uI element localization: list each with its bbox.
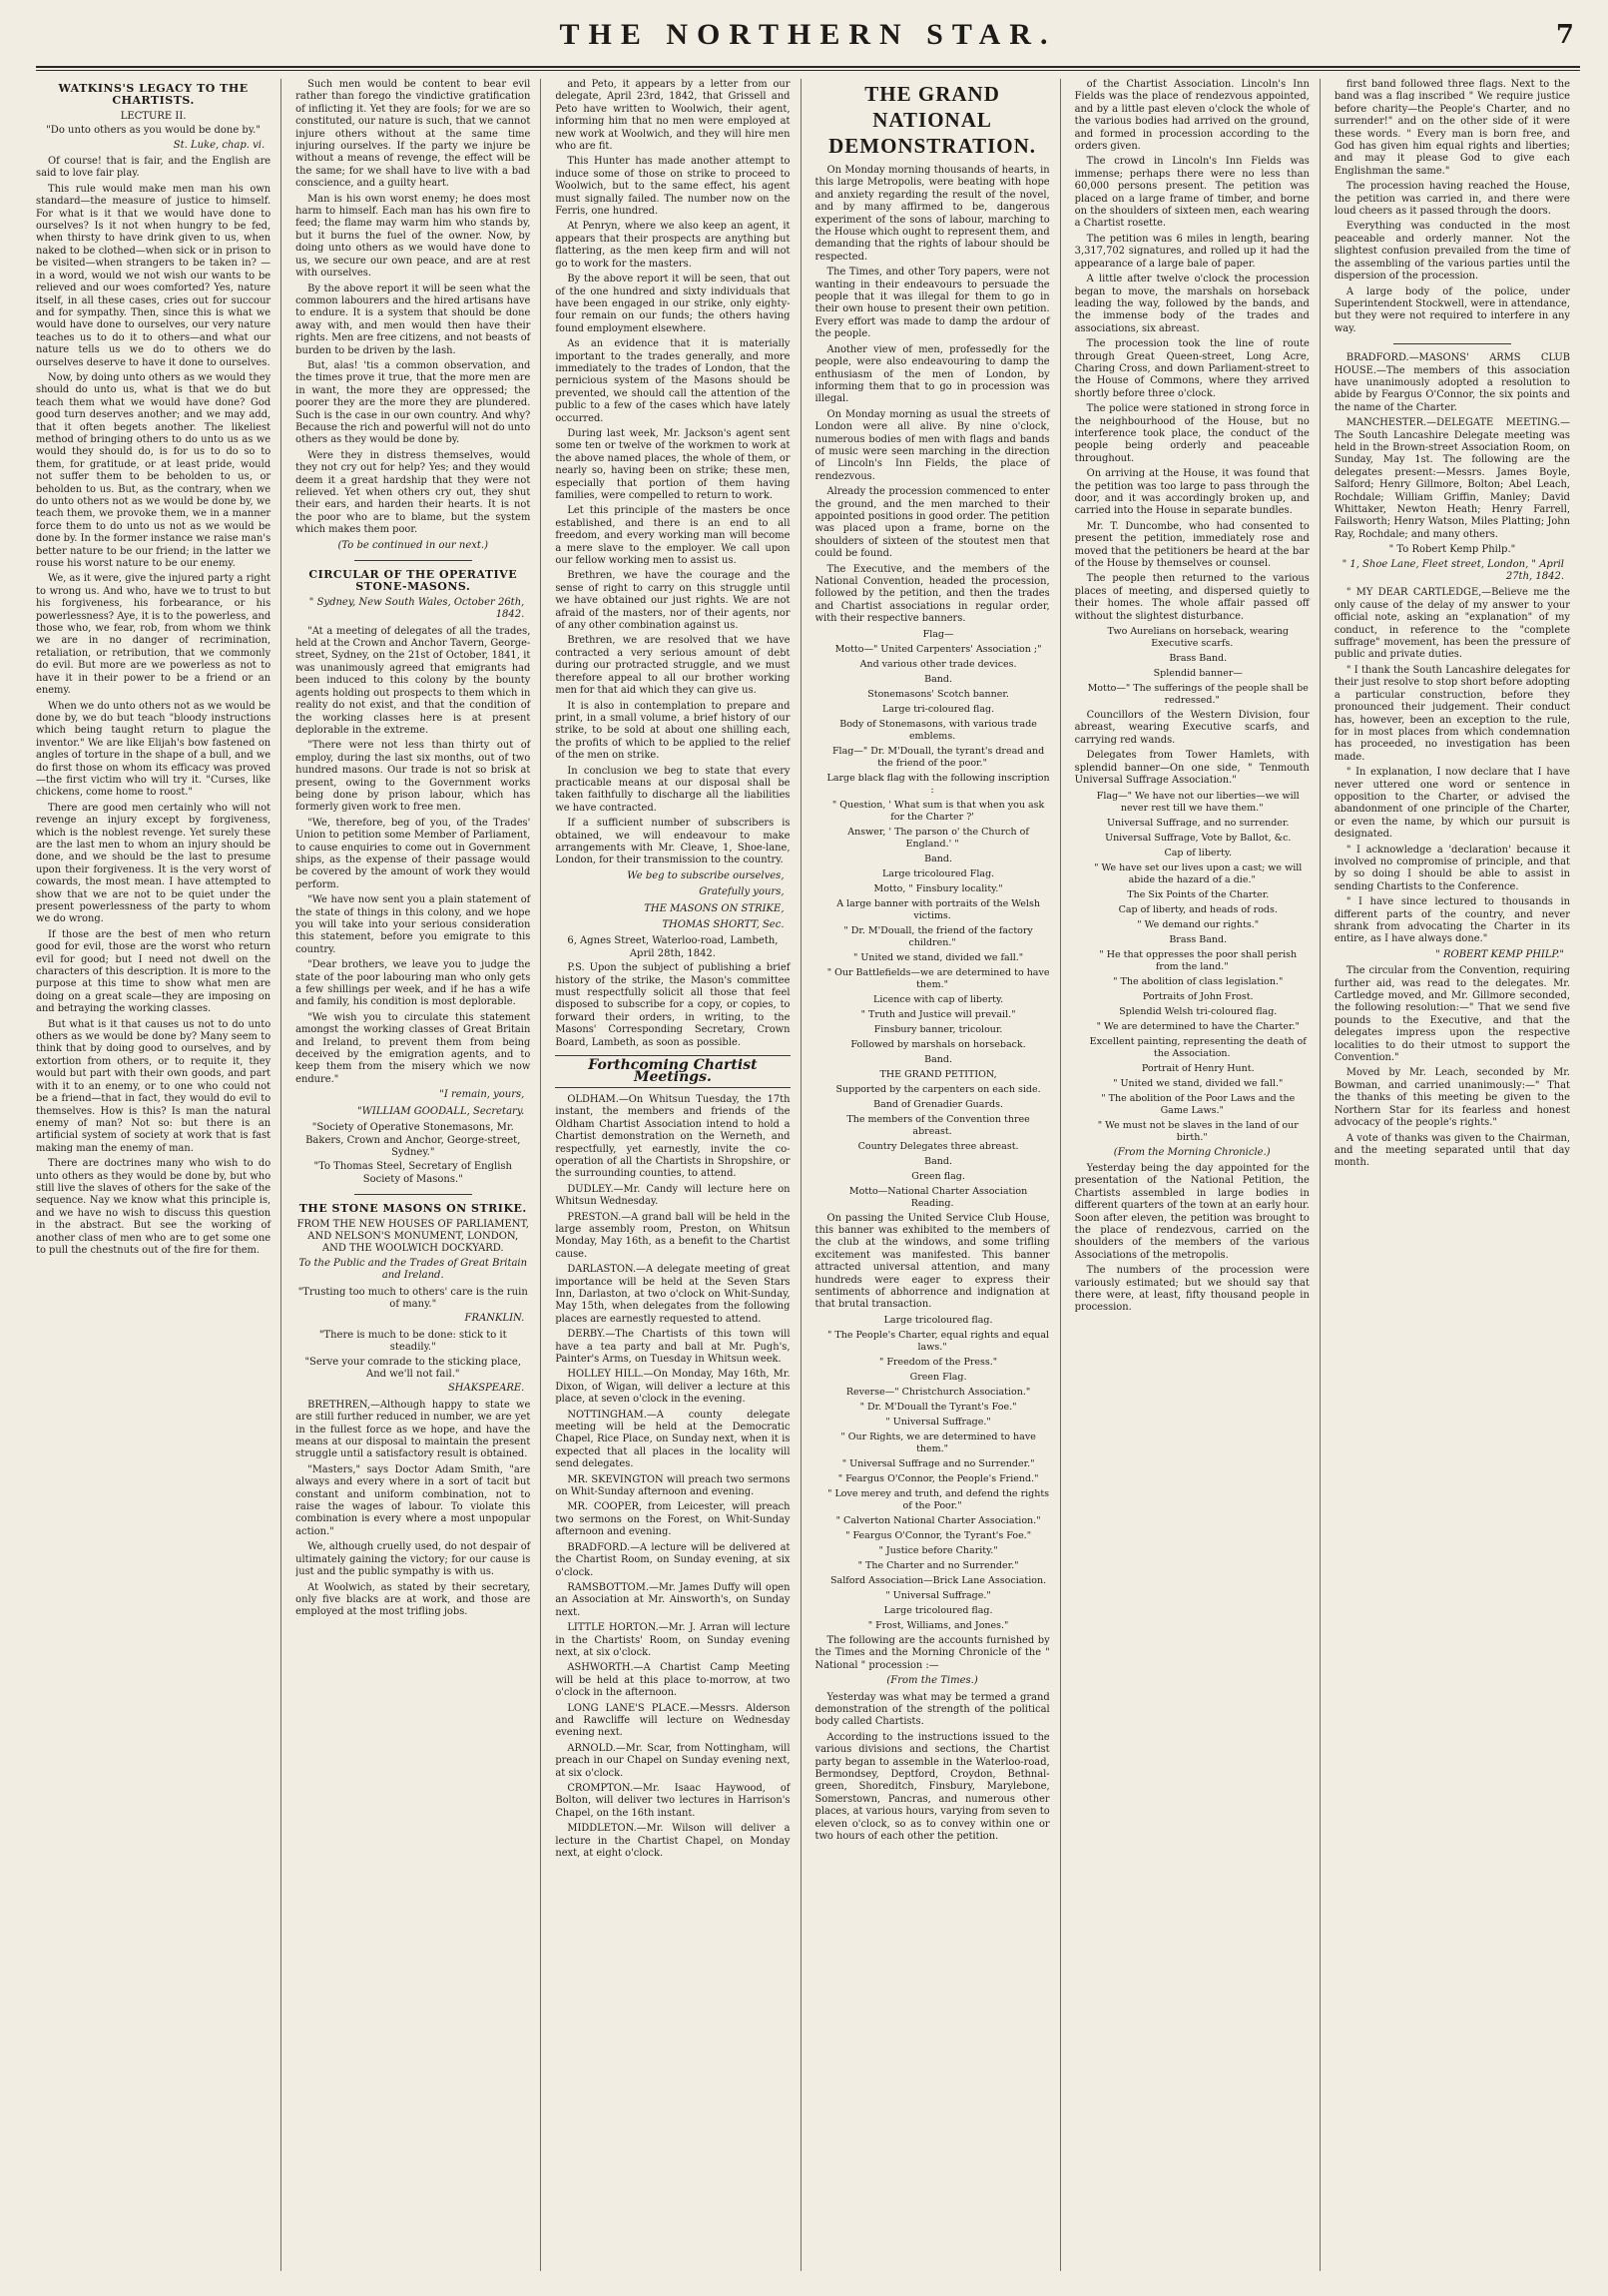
paragraph: "Dear brothers, we leave you to judge the state of the poor labouring man who only gets a few shillings per week, and if he has a wife and family, his condition is most deplorable. [295,959,531,1008]
paragraph: Moved by Mr. Leach, seconded by Mr. Bowman, and carried unanimously:—" That the thanks of this meeting be given to the Northern Star for its fearless and honest advocacy of the people's rights." [1334,1067,1570,1129]
paragraph: " I acknowledge a 'declaration' because it involved no compromise of principle, and that by so doing I should be able to assist in sending Chartists to the Conference. [1334,844,1570,892]
meeting-notice: RAMSBOTTOM.—Mr. James Duffy will open an Association at Mr. Ainsworth's, on Sunday next. [555,1581,791,1618]
epigraph: "Do unto others as you would be done by." [46,125,261,137]
letter-signature: " ROBERT KEMP PHILP." [1435,948,1564,960]
procession-item: Band. [924,673,953,685]
procession-item: " United we stand, divided we fall." [852,951,1024,963]
meeting-notice: MR. COOPER, from Leicester, will preach two sermons on the Forest, on Whit-Sunday afternoon and evening. [555,1501,791,1538]
procession-item: Cap of liberty, and heads of rods. [1118,903,1278,915]
procession-item: Green flag. [911,1170,965,1182]
paragraph: According to the instructions issued to the various divisions and sections, the Chartist party began to assemble in the Waterloo-road, Bermondsey, Deptford, Croydon, Bethnal-green, Shoreditch, Finsbury, Marylebone, Somerstown, Pancras, and numerous other places, at various hours, varying from seven to eleven o'clock, so as to convey within one or two hours of each other the petition. [814,1731,1050,1842]
meeting-notice: LITTLE HORTON.—Mr. J. Arran will lecture in the Chartists' Room, on Sunday evening next, at six o'clock. [555,1622,791,1658]
strike-quote: "There is much to be done: stick to it steadily." [318,1329,507,1354]
procession-item: Large tri-coloured flag. [882,703,995,715]
meeting-notice: OLDHAM.—On Whitsun Tuesday, the 17th instant, the members and friends of the Oldham Chartist Association intend to hold a Chartist demonstration on the Werneth, and respectfully, yet earnestly, invite the co-operation of all the Chartists in Shropshire, or the surrounding counties, to attend. [555,1093,791,1180]
procession-item: Band of Grenadier Guards. [873,1098,1003,1110]
demonstration-heading: THE GRAND NATIONAL DEMONSTRATION. [828,82,1037,158]
paragraph: A vote of thanks was given to the Chairman, and the meeting separated until that day month. [1334,1132,1570,1169]
procession-item: Body of Stonemasons, with various trade emblems. [839,718,1037,742]
paragraph: Brethren, we are resolved that we have contracted a very serious amount of debt during our protracted struggle, and we must therefore appeal to all our brother working men for that aid which they can give us. [555,635,791,697]
procession-item: Finsbury banner, tricolour. [873,1023,1003,1035]
paragraph: "There were not less than thirty out of employ, during the last six months, out of two hundred masons. Our trade is not so brisk at present, owing to the Government works being done by prison labour, which has formerly given work to free men. [295,740,531,814]
paragraph: In conclusion we beg to state that every practicable means at our disposal shall be taken faithfully to discharge all the liabilities we have contracted. [555,765,791,814]
meeting-notice: CROMPTON.—Mr. Isaac Haywood, of Bolton, will deliver two lectures in Harrison's Chapel, on the 16th instant. [555,1783,791,1819]
procession-item: Motto—" The sufferings of the people shall be redressed." [1087,683,1309,707]
paragraph: By the above report it will be seen, that out of the one hundred and sixty individuals that have been engaged in our strike, only eighty-four remain on our funds; the others having found employment elsewhere. [555,274,791,334]
circular-recipient: "To Thomas Steel, Secretary of English Society of Masons." [313,1161,512,1185]
paragraph: Already the procession commenced to enter the ground, and the men marched to their appointed positions in good order. The petition was placed upon a frame, borne on the shoulders of sixteen of the stoutest men that could be found. [814,486,1050,560]
meeting-notice: HOLLEY HILL.—On Monday, May 16th, Mr. Dixon, of Wigan, will deliver a lecture at this place, at seven o'clock in the evening. [555,1369,791,1406]
strike-quote-source: FRANKLIN. [464,1313,525,1325]
procession-item: " Feargus O'Connor, the People's Friend." [837,1472,1039,1484]
procession-item: " We are determined to have the Charter." [1096,1020,1300,1032]
procession-item: Cap of liberty. [1164,847,1233,859]
paragraph: A little after twelve o'clock the procession began to move, the marshals on horseback leading the way, followed by the bands, and the immense body of the trades and associations, six abreast. [1074,274,1310,334]
paragraph: The Executive, and the members of the National Convention, headed the procession, followed by the petition, and then the trades and Chartist associations in regular order, with their respective banners. [814,563,1050,625]
paragraph: This Hunter has made another attempt to induce some of those on strike to proceed to Woolwich, but to the same effect, his agent must signally failed. The number now on the Ferris, one hundred. [555,156,791,218]
paragraph: But what is it that causes us not to do unto others as we would be done by? Many seem to think that by doing good to ourselves, and by extortion from others, or to requite it, they would but part with their own goods, and part with it to an enemy, or to one who could not be a friend—that in fact, they would do evil to themselves. How is this? Is man the natural enemy of man? Not so: but there is an artificial system of society at work that is fast making man the enemy of man. [36,1018,271,1154]
meeting-notice: LONG LANE'S PLACE.—Messrs. Alderson and Rawcliffe will lecture on Wednesday evening next. [555,1702,791,1739]
paragraph: "Masters," says Doctor Adam Smith, "are always and every where in a sort of tacit but constant and uniform combination, not to raise the wages of labour. To violate this combination is every where a most unpopular action." [295,1463,531,1537]
paragraph: We, as it were, give the injured party a right to wrong us. And who, have we to trust to but his forgiveness, his forbearance, or his powerlessness? Aye, it is to the powerless, and those who, we fear, rob, from whom we think we are in no danger of recrimination, retaliation, or retribution, that we commonly do evil. But more are we powerless as not to have it in their power to be a friend or an enemy. [36,573,271,697]
paragraph: Brethren, we have the courage and the sense of right to carry on this struggle until we have obtained our just rights. We are not afraid of the masters, nor of their agents, nor of any other combination against us. [555,570,791,632]
procession-item: " Universal Suffrage." [885,1589,991,1601]
procession-item: " Love merey and truth, and defend the rights of the Poor." [827,1487,1050,1511]
meetings-heading: Forthcoming Chartist Meetings. [555,1055,790,1088]
column-3 [555,79,801,2271]
procession-item: The members of the Convention three abreast. [846,1113,1030,1137]
procession-item: " Feargus O'Connor, the Tyrant's Foe." [845,1529,1032,1541]
strike-quote: "Serve your comrade to the sticking place, And we'll not fail." [304,1356,522,1380]
procession-item: Motto—" United Carpenters' Association ;" [834,643,1042,655]
paragraph: The Times, and other Tory papers, were not wanting in their endeavours to persuade the people that it was illegal for them to go in their own house to present their own petition. Every effort was made to damp the ardour of the people. [814,267,1050,340]
procession-item: Stonemasons' Scotch banner. [867,688,1009,700]
paragraph: " MY DEAR CARTLEDGE,—Believe me the only cause of the delay of my answer to your official note, asking an "explanation" of my conduct, in reference to the "complete suffrage" movement, has been the pressure of public and private duties. [1334,587,1570,661]
meeting-notice: DERBY.—The Chartists of this town will have a tea party and ball at Mr. Pugh's, Painter's Arms, on Tuesday in Whitsun week. [555,1329,791,1365]
procession-item: And various other trade devices. [859,658,1017,670]
procession-item: " The abolition of the Poor Laws and the Game Laws." [1101,1092,1296,1116]
procession-item: " Frost, Williams, and Jones." [867,1619,1009,1631]
paragraph: On arriving at the House, it was found that the petition was too large to pass through the door, and it was accordingly broken up, and carried into the House in separate bundles. [1074,468,1310,517]
paragraph: When we do unto others not as we would be done by, we do but teach "bloody instructions which being taught return to plague the inventor." We are like Elijah's bow fastened on angles of torture in the shape of a bull, and we do first those on whom its efficacy was proved—the first victim who will try it. "Curses, like chickens, come home to roost." [36,700,271,799]
paragraph: first band followed three flags. Next to the band was a flag inscribed " We require justice before charity—the People's Charter, and no surrender!" and on the other side of it were these words. " Every man is born free, and God has given him equal rights and liberties; and may it please God to give each Englishman the same." [1334,79,1570,177]
masthead [36,14,1580,68]
manchester-report: MANCHESTER.—DELEGATE MEETING.—The South Lancashire Delegate meeting was held in the Brown-street Association Room, on Sunday, May 1st. The following are the delegates present:—Messrs. James Boyle, Salford; Henry Gillmore, Bolton; Abel Leach, Rochdale; William Griffin, Manley; David Whittaker, Newton Heath; Henry Farrell, Failsworth; Henry Watson, Miles Platting; John Ray, Rochdale; and many others. [1334,417,1570,540]
paragraph: Everything was conducted in the most peaceable and orderly manner. Not the slightest confusion prevailed from the time of the assembling of the various parties until the dispersion of the procession. [1334,221,1570,283]
paragraph: But, alas! 'tis a common observation, and the times prove it true, that the more men are in want, the more they are oppressed; the poorer they are the more they are plundered. Such is the case in our own country. And why? Because the rich and powerful will not do unto others as they would be done by. [295,359,531,446]
paragraph: Man is his own worst enemy; he does most harm to himself. Each man has his own fire to feed; the flame may warm him who stands by, but it burns the fuel of the owner. Now, by doing unto others as we would have done to us, we secure our own peace, and are at rest with ourselves. [295,193,531,280]
strike-subheading: FROM THE NEW HOUSES OF PARLIAMENT, AND NELSON'S MONUMENT, LONDON, AND THE WOOLWICH DOCKYARD. [296,1218,529,1255]
procession-list [815,1315,1050,1632]
procession-list [815,629,1050,1210]
paragraph: Yesterday being the day appointed for the presentation of the National Petition, the Chartists assembled in large bodies in different quarters of the town at an early hour. Soon after eleven, the petition was brought to the place of rendezvous, carried on the shoulders of the members of the various Associations of the metropolis. [1074,1162,1310,1261]
procession-item: Large tricoloured flag. [883,1314,993,1326]
paragraph: The procession took the line of route through Great Queen-street, Long Acre, Charing Cross, and down Parliament-street to the House of Commons, where they arrived shortly before three o'clock. [1074,338,1310,399]
procession-item: Motto, " Finsbury locality." [873,882,1003,894]
procession-item: THE GRAND PETITION, [879,1068,997,1080]
circular-address: "Society of Operative Stonemasons, Mr. Bakers, Crown and Anchor, George-street, Sydney." [305,1122,521,1158]
column-4 [815,79,1061,2271]
paragraph: The circular from the Convention, requiring further aid, was read to the delegates. Mr. Cartledge moved, and Mr. Gillmore seconded, the following resolution:—" That we send five pounds to the Executive, and that the delegates impress upon the respective localities to do their utmost to support the Convention." [1334,965,1570,1064]
paragraph: This rule would make men man his own standard—the measure of justice to himself. For what is it that we would have done to ourselves? Is it not when hungry to be fed, when thirsty to have drink given to us, when naked to be clothed—when sick or in prison to be visited—when strangers to be taken in? —in a word, would we not wish our wants to be relieved and our woes comforted? Yes, nature itself, in all these cases, cries out for succour and for sympathy. Then, since this is what we would have done to ourselves, our very nature teaches us to do it to others—and what our nature tells us we do to others we do ourselves deserve to have it done to ourselves. [36,183,271,368]
paragraph: "We, therefore, beg of you, of the Trades' Union to petition some Member of Parliament, to cause enquiries to come out in Government ships, as the expense of their passage would be covered by the amount of work they would perform. [295,817,531,890]
paragraph: During last week, Mr. Jackson's agent sent some ten or twelve of the workmen to work at the above named places, the whole of them, or nearly so, having been on strike; these men, especially that portion of them having families, were compelled to return to work. [555,427,791,501]
paragraph: If a sufficient number of subscribers is obtained, we will endeavour to make arrangements with Mr. Cleave, 1, Shoe-lane, London, for their transmission to the country. [555,818,791,866]
procession-item: " Question, ' What sum is that when you ask for the Charter ?' [831,799,1045,823]
masthead-title: THE NORTHERN STAR. [559,18,1057,51]
times-heading: (From the Times.) [886,1675,978,1687]
procession-item: " Our Rights, we are determined to have them." [840,1431,1036,1454]
strike-quote-source: SHAKSPEARE. [447,1383,525,1395]
procession-item: A large banner with portraits of the Welsh victims. [836,897,1040,921]
procession-item: " He that oppresses the poor shall perish from the land." [1099,948,1298,972]
postscript: P.S. Upon the subject of publishing a brief history of the strike, the Mason's committee must respectfully solicit all those that feel disposed to subscribe for a copy, or copies, to forward their orders, in writing, to the Masons' Corresponding Secretary, Crown Board, Lambeth, as soon as possible. [555,962,791,1048]
paragraph: The petition was 6 miles in length, bearing 3,317,702 signatures, and rolled up it had the appearance of a large bale of paper. [1074,233,1310,270]
epigraph-source: St. Luke, chap. vi. [173,139,266,151]
procession-item: Followed by marshals on horseback. [850,1038,1026,1050]
paragraph: Let this principle of the masters be once established, and there is an end to all freedom, and every working man will become a mere slave to the employer. We call upon our fellow working men to assist us. [555,505,791,567]
paragraph: At Penryn, where we also keep an agent, it appears that their prospects are anything but flattering, as the men keep firm and will not go to work for the masters. [555,221,791,270]
paragraph: and Peto, it appears by a letter from our delegate, April 23rd, 1842, that Grissell and Peto have written to Woolwich, their agent, informing him that no men were employed at new work at Woolwich, and they will hire men who are fit. [555,79,791,153]
paragraph: The police were stationed in strong force in the neighbourhood of the House, but no interference took place, the conduct of the people being orderly and peaceable throughout. [1074,403,1310,464]
strike-quote: "Trusting too much to others' care is the ruin of many." [297,1286,528,1310]
procession-item: Large black flag with the following inscription : [826,772,1050,796]
procession-item: Splendid banner— [1153,668,1243,680]
letter-heading: " To Robert Kemp Philp." [1388,544,1516,556]
column-2 [295,79,541,2271]
procession-item: Brass Band. [1169,653,1228,665]
paragraph: "We wish you to circulate this statement amongst the working classes of Great Britain and Ireland, to prevent them from being deceived by the emigration agents, and to keep them from the misery which we now endure." [295,1011,531,1085]
paragraph: As an evidence that it is materially important to the trades generally, and more immediately to the trades of London, that the pernicious system of the Masons should be prevented, we should call the attention of the public to a few of the cases which have lately occurred. [555,338,791,424]
strike-address-line: To the Public and the Trades of Great Britain and Ireland. [298,1257,528,1282]
paragraph: Another view of men, professedly for the people, were also endeavouring to damp the enthusiasm of the men of London, by informing them that to go in procession was illegal. [814,343,1050,405]
paragraph: We, although cruelly used, do not despair of ultimately gaining the victory; for our cause is just and the public sympathy is with us. [295,1541,531,1578]
paragraph: At Woolwich, as stated by their secretary, only five blacks are at work, and those are employed at the most trifling jobs. [295,1581,531,1618]
procession-item: Flag— [922,628,954,640]
paragraph: On passing the United Service Club House, this banner was exhibited to the members of the club at the windows, and some trifling excitement was manifested. This banner attracted universal attention, and many hundreds were eager to express their sentiments of abhorrence and indignation at that brutal transaction. [814,1212,1050,1311]
article-heading: WATKINS'S LEGACY TO THE CHARTISTS. [58,82,249,108]
meeting-notice: PRESTON.—A grand ball will be held in the large assembly room, Preston, on Whitsun Monday, May 16th, as a benefit to the Chartist cause. [555,1211,791,1260]
paragraph: A large body of the police, under Superintendent Stockwell, were in attendance, but they were not required to interfere in any way. [1334,286,1571,334]
procession-list [1075,626,1310,707]
meeting-notice: MR. SKEVINGTON will preach two sermons on Whit-Sunday afternoon and evening. [555,1473,791,1498]
procession-item: " The People's Charter, equal rights and equal laws." [827,1329,1050,1353]
meeting-notice: DARLASTON.—A delegate meeting of great importance will be held at the Seven Stars Inn, Darlaston, at two o'clock on Whit-Sunday, May 15th, when delegates from the following places are earnestly requested to attend. [555,1264,791,1325]
procession-item: Flag—" Dr. M'Douall, the tyrant's dread and the friend of the poor." [831,745,1045,769]
procession-item: " We demand our rights." [1137,918,1260,930]
procession-item: Splendid Welsh tri-coloured flag. [1119,1005,1278,1017]
page-number: 7 [1555,20,1574,50]
procession-item: Portrait of Henry Hunt. [1141,1062,1255,1074]
procession-item: Motto—National Charter Association Reading. [848,1185,1028,1209]
procession-item: Band. [924,1155,953,1167]
paragraph: Of course! that is fair, and the English are said to love fair play. [36,156,271,180]
procession-item: Large tricoloured Flag. [881,867,995,879]
procession-item: Universal Suffrage, Vote by Ballot, &c. [1105,832,1292,844]
meeting-notice: NOTTINGHAM.—A county delegate meeting will be held at the Democratic Chapel, Rice Place, on Sunday next, when it is expected that all places in the locality will send delegates. [555,1409,791,1470]
signoff-line: We beg to subscribe ourselves, [627,869,785,881]
paragraph: Mr. T. Duncombe, who had consented to present the petition, immediately rose and moved that the petitioners be heard at the bar of the House by themselves or counsel. [1074,520,1310,570]
procession-item: Two Aurelians on horseback, wearing Executive scarfs. [1107,626,1290,650]
paragraph: The following are the accounts furnished by the Times and the Morning Chronicle of the " National " procession :— [814,1634,1050,1671]
column-1 [36,79,281,2271]
paragraph: On Monday morning thousands of hearts, in this large Metropolis, were beating with hope and anxiety regarding the result of the novel, and by many affirmed to be, dangerous experiment of the sons of labour, marching to the House which ought to represent them, and demanding that the rights of labour should be respected. [814,165,1050,263]
procession-item: " We have set our lives upon a cast; we will abide the hazard of a die." [1094,861,1303,885]
procession-item: Green Flag. [909,1371,967,1383]
chronicle-heading: (From the Morning Chronicle.) [1113,1146,1271,1158]
paragraph: The crowd in Lincoln's Inn Fields was immense; perhaps there were no less than 60,000 persons present. The petition was placed on a large frame of timber, and borne on the shoulders of sixteen men, each wearing a Chartist rosette. [1074,156,1310,230]
paragraph: The numbers of the procession were variously estimated; but we should say that there were, at least, fifty thousand people in procession. [1074,1265,1310,1314]
procession-item: Supported by the carpenters on each side. [835,1083,1041,1095]
meeting-notice: MIDDLETON.—Mr. Wilson will deliver a lecture in the Chartist Chapel, on Monday next, at eight o'clock. [555,1823,791,1860]
bradford-notice: BRADFORD.—MASONS' ARMS CLUB HOUSE.—The members of this association have unanimously adopted a resolution to abide by Feargus O'Connor, the six points and the name of the Charter. [1334,352,1570,413]
procession-item: Salford Association—Brick Lane Association. [830,1574,1047,1586]
procession-item: Band. [924,1053,953,1065]
strike-heading: THE STONE MASONS ON STRIKE. [298,1202,527,1216]
continued-note: (To be continued in our next.) [337,539,488,551]
procession-item: " The abolition of class legislation." [1113,975,1284,987]
paragraph: The procession having reached the House, the petition was carried in, and there were loud cheers as it passed through the doors. [1334,181,1570,218]
procession-item: " Freedom of the Press." [879,1356,998,1368]
procession-item: Excellent painting, representing the death of the Association. [1089,1035,1307,1059]
paragraph: The people then returned to the various places of meeting, and dispersed quietly to their homes. The whole affair passed off without the slightest disturbance. [1074,573,1310,622]
paragraph: of the Chartist Association. Lincoln's Inn Fields was the place of rendezvous appointed, and by a little past eleven o'clock the whole of the various bodies had arrived on the ground, and formed in procession according to the orders given. [1074,79,1310,153]
procession-item: " United we stand, divided we fall." [1113,1077,1284,1089]
procession-item: Band. [924,853,953,864]
procession-item: Universal Suffrage, and no surrender. [1107,817,1290,829]
paragraph: " In explanation, I now declare that I have never uttered one word or sentence in opposition to the Charter, or advised the abandonment of one principle of the Charter, or even the name, by which our pursuit is designated. [1334,767,1570,841]
section-divider [354,560,472,561]
paragraph: On Monday morning as usual the streets of London were all alive. By nine o'clock, numerous bodies of men with flags and bands of music were seen marching in the direction of Lincoln's Inn Fields, the place of rendezvous. [814,408,1050,482]
circular-signoff: "I remain, yours, [439,1089,525,1101]
paragraph: Councillors of the Western Division, four abreast, wearing Executive scarfs, and carrying red wands. [1074,710,1310,746]
circular-dateline: " Sydney, New South Wales, October 26th, 1842. [308,596,525,621]
paragraph: "At a meeting of delegates of all the trades, held at the Crown and Anchor Tavern, George-street, Sydney, on the 21st of October, 1841, it was unanimously agreed that emigrants had been induced to this colony by the bounty agents holding out prospects to them which in reality do not exist, and that the condition of the working classes here is at present deplorable in the extreme. [295,625,531,736]
signoff-line: THOMAS SHORTT, Sec. [662,919,785,930]
procession-item: Large tricoloured flag. [883,1604,993,1616]
procession-item: The Six Points of the Charter. [1127,888,1270,900]
letter-dateline: " 1, Shoe Lane, Fleet street, London, " April 27th, 1842. [1341,558,1564,583]
procession-item: Flag—" We have not our liberties—we will never rest till we have them." [1096,790,1300,814]
procession-item: " Dr. M'Douall, the friend of the factory children." [843,924,1033,948]
procession-item: Portraits of John Frost. [1142,990,1254,1002]
circular-heading: CIRCULAR OF THE OPERATIVE STONE-MASONS. [308,568,518,594]
meeting-notice: DUDLEY.—Mr. Candy will lecture here on Whitsun Wednesday. [555,1183,791,1208]
procession-item: Licence with cap of liberty. [873,993,1004,1005]
procession-item: " Truth and Justice will prevail." [860,1008,1016,1020]
procession-item: " We must not be slaves in the land of our birth." [1097,1119,1299,1143]
procession-item: " Calverton National Charter Association." [835,1514,1041,1526]
paragraph: "We have now sent you a plain statement of the state of things in this colony, and we hope you will take into your serious consideration this statement, before you emigrate to this country. [295,894,531,955]
procession-item: " Universal Suffrage." [885,1416,991,1428]
paragraph: Such men would be content to bear evil rather than forego the vindictive gratification of inflicting it. Yet they are fools; for we are so constituted, our nature is such, that we cannot injure others without at the same time injuring ourselves. If the party we injure be without a means of revenge, the effect will be the same; for we shall have to live with a bad conscience, and a guilty heart. [295,79,531,190]
procession-item: " The Charter and no Surrender." [857,1559,1019,1571]
paragraph: BRETHREN,—Although happy to state we are still further reduced in number, we are yet in the fullest force as we hope, and have the means at our disposal to maintain the present struggle until a satisfactory result is obtained. [295,1399,531,1460]
meeting-notice: BRADFORD.—A lecture will be delivered at the Chartist Room, on Sunday evening, at six o'clock. [555,1541,791,1578]
procession-item: Answer, ' The parson o' the Church of England.' " [847,826,1029,850]
paragraph: It is also in contemplation to prepare and print, in a small volume, a brief history of our strike, to be sold at about one shilling each, the profits of which to be applied to the relief of the men on strike. [555,700,791,762]
paragraph: If those are the best of men who return good for evil, those are the worst who return evil for good; but I need not dwell on the characters of this description. It is more to the purpose at this time to show what men are doing on a great scale—they are imposing on and betraying the working classes. [36,928,271,1015]
paragraph: " I have since lectured to thousands in different parts of the country, and never shrank from advocating the Charter in its entire, as I have always done." [1334,896,1570,945]
paragraph: Yesterday was what may be termed a grand demonstration of the strength of the political body called Chartists. [814,1691,1050,1728]
column-grid [36,79,1580,2271]
column-5 [1075,79,1321,2271]
procession-item: Reverse—" Christchurch Association." [845,1386,1031,1398]
paragraph: Now, by doing unto others as we would they should do unto us, what is that we do but teach them what we would have done? God good turn deserves another; and we may add, that it often begets another. The likeliest method of bringing others to do unto us as we would they should do, is for us to do so to them, for gratitude, or at least pride, would not suffer them to be beholden to us, or beholden to us. But, as the contrary, when we do unto others not as we would be done by, we teach them, we provoke them, we in a manner force them to do unto us not as we would be done by. In the former instance we raise man's better nature to be our friend; in the latter we rouse his worst nature to be our enemy. [36,371,271,570]
signoff-line: THE MASONS ON STRIKE, [644,902,785,914]
paragraph: " I thank the South Lancashire delegates for their just resolve to stop short before adopting a particular construction, before they pronounced their judgement. Their conduct has, however, been an exception to the rule, for in most places from which condemnation has proceeded, no investigation has been made. [1334,664,1570,763]
section-divider [354,1194,472,1195]
meeting-notice: ASHWORTH.—A Chartist Camp Meeting will be held at this place to-morrow, at two o'clock in the afternoon. [555,1662,791,1699]
procession-item: " Our Battlefields—we are determined to have them." [826,966,1050,990]
procession-item: " Universal Suffrage and no Surrender." [841,1457,1035,1469]
procession-item: " Dr. M'Douall the Tyrant's Foe." [859,1401,1017,1413]
signoff-address: 6, Agnes Street, Waterloo-road, Lambeth, April 28th, 1842. [567,935,779,959]
meeting-notice: ARNOLD.—Mr. Scar, from Nottingham, will preach in our Chapel on Sunday evening next, at six o'clock. [555,1742,791,1779]
masthead-rule [36,68,1580,71]
section-divider [1393,343,1511,344]
procession-item: Country Delegates three abreast. [857,1140,1019,1152]
procession-list [1075,791,1310,1144]
circular-signature: "WILLIAM GOODALL, Secretary. [357,1105,525,1117]
article-subheading: LECTURE II. [120,110,187,122]
procession-item: " Justice before Charity." [878,1544,998,1556]
paragraph: There are good men certainly who will not revenge an injury except by forgiveness, which is the noblest revenge. Yet surely these are the last men to whom an injury should be done, and we should be the last to presume upon their forgiveness. It is the very worst of cowards, the most mean. I have attempted to show that we are not to be quiet under the present powerlessness of the party to whom we do wrong. [36,802,271,925]
column-6 [1335,79,1580,2271]
procession-item: Brass Band. [1169,933,1228,945]
paragraph: Were they in distress themselves, would they not cry out for help? Yes; and they would deem it a great hardship that they were not relieved. Yet when others cry out, they shut their ears, and harden their hearts. It is not the poor who are to blame, but the system which makes them poor. [295,449,531,536]
paragraph: By the above report it will be seen what the common labourers and the hired artisans have to endure. It is a system that should be done away with, and men would then have their rights. Men are free citizens, and not beasts of burden to be driven by the lash. [295,283,531,356]
paragraph: Delegates from Tower Hamlets, with splendid banner—On one side, " Tenmouth Universal Suffrage Association." [1074,750,1310,787]
paragraph: There are doctrines many who wish to do unto others as they would be done by, but who still live the slaves of others for the sake of the sequence. Nay we know what this principle is, and we have no wish to discuss this question in the abstract. But see the working of another class of men who are to get some one to pull the chestnuts out of the fire for them. [36,1158,271,1256]
signoff-line: Gratefully yours, [699,886,785,898]
